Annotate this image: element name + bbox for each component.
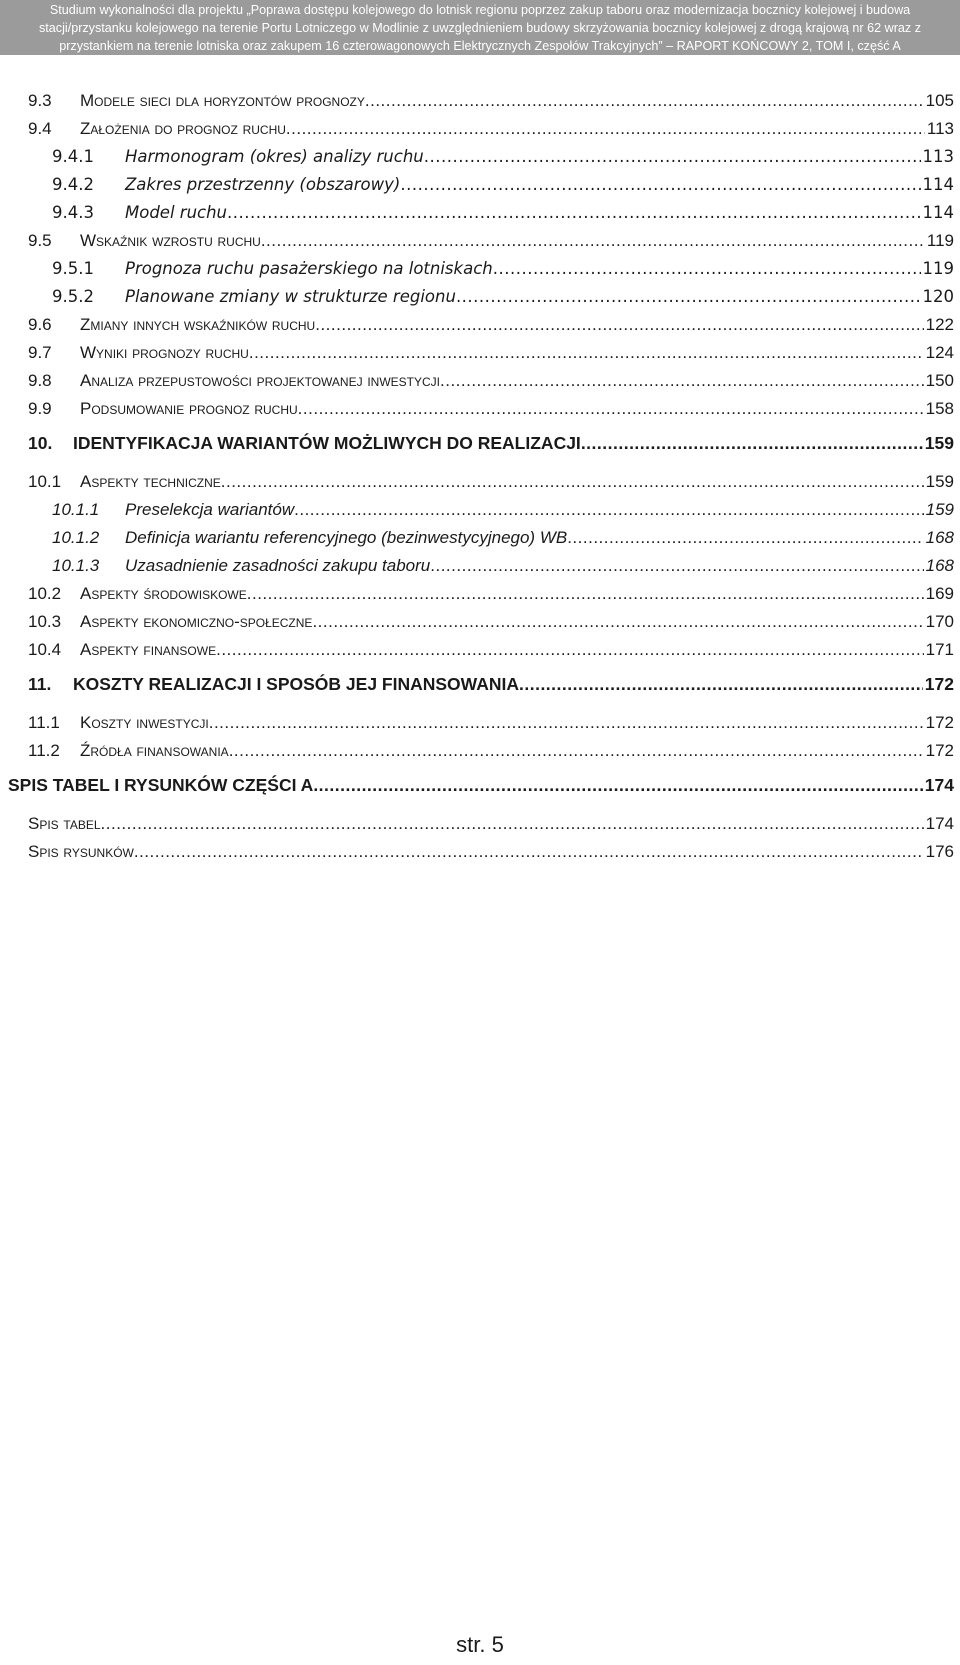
toc-title: Wskaźnik wzrostu ruchu <box>80 231 261 250</box>
toc-title: Model ruchu <box>125 203 228 222</box>
toc-entry-9-4-3[interactable] <box>28 196 954 224</box>
toc-number: 10.1.3 <box>52 556 100 575</box>
toc-title: Zmiany innych wskaźników ruchu <box>80 315 316 334</box>
toc-title: Definicja wariantu referencyjnego (bezinwestycyjnego) WB <box>125 528 568 547</box>
toc-leader <box>227 202 920 224</box>
toc-entry-10-1-3[interactable] <box>28 549 954 577</box>
header-line-1: Studium wykonalności dla projektu „Poprawa dostępu kolejowego do lotnisk regionu poprzez zakup taboru oraz modernizacja bocznicy kolejowej i budowa <box>49 3 911 17</box>
toc-entry-list-of-tables-and-figures[interactable] <box>8 768 954 796</box>
toc-leader <box>430 555 923 577</box>
toc-page: 119 <box>926 231 954 250</box>
toc-entry-9-5-1[interactable] <box>28 252 954 280</box>
toc-title: KOSZTY REALIZACJI I SPOSÓB JEJ FINANSOWANIA <box>73 674 519 694</box>
toc-page: 172 <box>925 741 954 760</box>
toc-leader <box>440 370 924 392</box>
document-header <box>0 0 960 55</box>
toc-number: 9.8 <box>28 371 52 390</box>
toc-page: 158 <box>925 399 954 418</box>
toc-leader <box>261 230 925 252</box>
toc-leader <box>519 673 923 695</box>
toc-number: 9.4.1 <box>52 147 94 166</box>
toc-title: IDENTYFIKACJA WARIANTÓW MOŻLIWYCH DO REALIZACJI <box>73 433 581 453</box>
toc-title: Koszty inwestycji <box>80 713 209 732</box>
toc-leader <box>249 342 924 364</box>
toc-page: 174 <box>925 814 954 833</box>
toc-number: 11.1 <box>28 713 60 732</box>
toc-number: 9.5.1 <box>52 259 94 278</box>
toc-title: Aspekty finansowe <box>80 640 217 659</box>
toc-entry-9-9[interactable] <box>28 392 954 420</box>
toc-leader <box>493 258 921 280</box>
toc-number: 9.3 <box>28 91 52 110</box>
toc-number: 9.4 <box>28 119 52 138</box>
toc-leader <box>229 740 924 762</box>
toc-number: 9.7 <box>28 343 52 362</box>
toc-number: 9.4.2 <box>52 175 94 194</box>
toc-title: Uzasadnienie zasadności zakupu taboru <box>125 556 431 575</box>
toc-leader <box>581 432 923 454</box>
toc-page: 169 <box>925 584 954 603</box>
toc-leader <box>216 639 924 661</box>
toc-entry-9-4[interactable] <box>28 112 954 140</box>
toc-leader <box>315 314 923 336</box>
toc-page: 119 <box>922 259 954 278</box>
toc-title: Modele sieci dla horyzontów prognozy <box>80 91 365 110</box>
page-number: str. 5 <box>456 1632 504 1657</box>
toc-number: 10.3 <box>28 612 62 631</box>
toc-entry-9-7[interactable] <box>28 336 954 364</box>
toc-title: Planowane zmiany w strukturze regionu <box>125 287 456 306</box>
toc-title: Spis tabel <box>28 814 101 833</box>
toc-page: 172 <box>925 713 954 732</box>
toc-entry-10-3[interactable] <box>28 605 954 633</box>
toc-leader <box>298 398 924 420</box>
toc-entry-10-1-2[interactable] <box>28 521 954 549</box>
toc-title: Spis rysunków <box>28 842 134 861</box>
toc-entry-9-4-1[interactable] <box>28 140 954 168</box>
toc-page: 114 <box>922 203 954 222</box>
toc-entry-10-4[interactable] <box>28 633 954 661</box>
toc-entry-9-4-2[interactable] <box>28 168 954 196</box>
toc-page: 122 <box>925 315 954 334</box>
toc-leader <box>424 146 921 168</box>
toc-page: 124 <box>925 343 954 362</box>
toc-entry-9-6[interactable] <box>28 308 954 336</box>
toc-leader <box>400 174 920 196</box>
toc-leader <box>312 611 923 633</box>
toc-entry-9-5[interactable] <box>28 224 954 252</box>
toc-page: 105 <box>925 91 954 110</box>
toc-leader <box>247 583 924 605</box>
toc-title: Aspekty środowiskowe <box>80 584 247 603</box>
toc-number: 10.4 <box>28 640 62 659</box>
toc-leader <box>294 499 923 521</box>
toc-number: 10. <box>28 433 53 453</box>
toc-page: 150 <box>925 371 954 390</box>
toc-page: 168 <box>925 528 954 547</box>
toc-page: 159 <box>925 500 954 519</box>
toc-title: Preselekcja wariantów <box>125 500 295 519</box>
toc-leader <box>365 90 924 112</box>
toc-number: 9.5 <box>28 231 52 250</box>
toc-page: 174 <box>924 775 954 795</box>
toc-title: Analiza przepustowości projektowanej inwestycji <box>80 371 440 390</box>
header-line-2: stacji/przystanku kolejowego na terenie Portu Lotniczego w Modlinie z uwzględnieniem budowy skrzyżowania bocznicy kolejowej z drogą krajową nr 62 wraz z <box>39 21 921 35</box>
toc-leader <box>313 774 922 796</box>
toc-leader <box>209 712 924 734</box>
toc-title: Prognoza ruchu pasażerskiego na lotniskach <box>125 259 493 278</box>
toc-title: Źródła finansowania <box>80 741 229 760</box>
toc-title: Podsumowanie prognoz ruchu <box>80 399 298 418</box>
toc-entry-11[interactable] <box>28 667 954 695</box>
toc-number: 9.5.2 <box>52 287 94 306</box>
toc-page: 168 <box>925 556 954 575</box>
toc-entry-9-5-2[interactable] <box>28 280 954 308</box>
toc-title: Zakres przestrzenny (obszarowy) <box>125 175 401 194</box>
toc-entry-10-1-1[interactable] <box>28 493 954 521</box>
toc-number: 9.4.3 <box>52 203 94 222</box>
toc-page: 113 <box>922 147 954 166</box>
toc-number: 10.1 <box>28 472 62 491</box>
toc-entry-11-2[interactable] <box>28 734 954 762</box>
toc-title: Aspekty ekonomiczno-społeczne <box>80 612 313 631</box>
toc-number: 10.1.2 <box>52 528 100 547</box>
toc-title: SPIS TABEL I RYSUNKÓW CZĘŚCI A <box>8 775 314 795</box>
toc-entry-list-of-figures[interactable] <box>28 835 954 863</box>
toc-page: 159 <box>924 433 954 453</box>
toc-entry-9-3[interactable] <box>28 84 954 112</box>
toc-leader <box>101 813 924 835</box>
toc-number: 11.2 <box>28 741 60 760</box>
toc-entry-10-1[interactable] <box>28 465 954 493</box>
toc-page: 120 <box>922 287 954 306</box>
toc-number: 11. <box>28 674 52 694</box>
toc-page: 172 <box>924 674 954 694</box>
toc-page: 114 <box>922 175 954 194</box>
toc-page: 176 <box>925 842 954 861</box>
toc-number: 10.1.1 <box>52 500 100 519</box>
toc-title: Aspekty techniczne <box>80 472 221 491</box>
toc-leader <box>221 471 924 493</box>
header-line-3: przystankiem na terenie lotniska oraz zakupem 16 czterowagonowych Elektrycznych Zespołów Trakcyjnych” – RAPORT KOŃCOWY 2, TOM I, część A <box>59 39 901 53</box>
toc-number: 9.6 <box>28 315 52 334</box>
toc-title: Wyniki prognozy ruchu <box>80 343 249 362</box>
toc-entry-list-of-tables[interactable] <box>28 807 954 835</box>
toc-entry-10-2[interactable] <box>28 577 954 605</box>
toc-title: Harmonogram (okres) analizy ruchu <box>125 147 424 166</box>
toc-leader <box>134 841 924 863</box>
toc-page: 113 <box>926 119 954 138</box>
toc-number: 10.2 <box>28 584 62 603</box>
toc-page: 159 <box>925 472 954 491</box>
toc-entry-10[interactable] <box>28 426 954 454</box>
toc-page: 170 <box>925 612 954 631</box>
toc-number: 9.9 <box>28 399 52 418</box>
toc-entry-11-1[interactable] <box>28 706 954 734</box>
toc-leader <box>286 118 925 140</box>
toc-entry-9-8[interactable] <box>28 364 954 392</box>
toc-title: Założenia do prognoz ruchu <box>80 119 286 138</box>
toc-leader <box>567 527 923 549</box>
toc-leader <box>456 286 921 308</box>
toc-page: 171 <box>925 640 954 659</box>
